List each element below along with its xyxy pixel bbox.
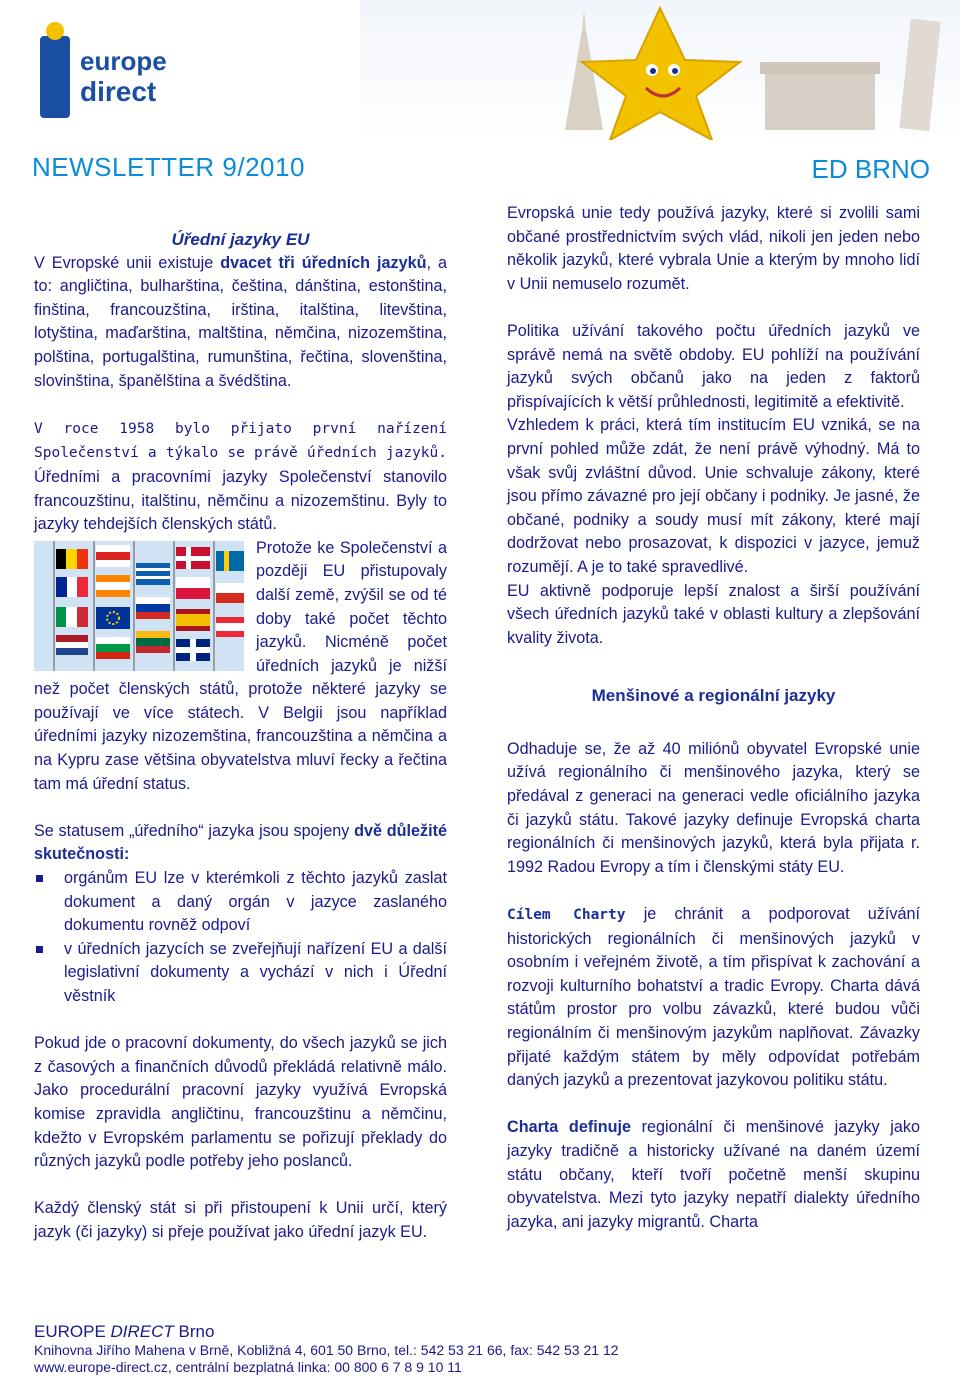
page-header <box>0 0 960 140</box>
ed-brno-title: ED BRNO <box>811 154 930 184</box>
paragraph-history-cont: Protože ke Společenství a později EU přistupovaly další země, zvýšil se od té doby také počet těchto jazyků. Nicméně počet úředních jazyků je nižší než počet členských států, protože některé jazyky se používají ve více státech. V Belgii jsou například úředními jazyky nizozemština, francouzština a němčina a na Kypru zase většina obyvatelstva mluví řecky a řečtina tam má úřední status. <box>34 538 447 793</box>
footer-web-link[interactable]: www.europe-direct.cz, centrální bezplatná linka: 00 800 6 7 8 9 10 11 <box>34 1359 462 1375</box>
eu-flags-image <box>34 541 244 671</box>
list-item: v úředních jazycích se zveřejňují nařízení EU a další legislativní dokumenty a vychází v nich i Úřední věstník <box>34 938 447 1009</box>
european-landmarks-star-illustration <box>360 0 960 140</box>
brandenburg-gate-icon <box>765 70 875 130</box>
paragraph-support: EU aktivně podporuje lepší znalost a širší používání všech úředních jazyků také v oblasti kultury a zlepšování kvality života. <box>507 581 920 647</box>
paragraph-reason: Vzhledem k práci, která tím institucím EU vzniká, se na první pohled může zdát, že není právě výhodný. Má to však svůj zvláštní důvod. Unie schvaluje zákony, které jsou přímo závazné pro její občany i podniky. Je jasné, že občané, podniky a soudy musí mít zákony, které mají dodržovat nebo prosazovat, k dispozici v jazyce, jemuž rozumějí. A je to také spravedlivé. <box>507 416 920 576</box>
paragraph-languages-list: V Evropské unii existuje dvacet tři úředních jazyků, a to: angličtina, bulharština, čeština, dánština, estonština, finština, francouzština, irština, italština, litevština, lotyština, maďarština, maltština, němčina, nizozemština, polština, portugalština, rumunština, řečtina, slovenština, slovinština, španělština a švédština. <box>34 253 447 390</box>
europe-direct-logo <box>40 28 180 118</box>
paragraph-minority-estimate: Odhaduje se, že až 40 miliónů obyvatel Evropské unie užívá regionálního či menšinového jazyka, který se předával z generaci na generaci vedle oficiálního jazyka či jazyků státu. Takové jazyky definuje Evropská charta regionálních či menšinových jazyků, která byla přijata r. 1992 Radou Evropy a tím i členskými státy EU. <box>507 739 920 876</box>
newsletter-title: NEWSLETTER 9/2010 <box>32 152 305 182</box>
section-heading-official-languages: Úřední jazyky EU <box>171 230 310 249</box>
paragraph-member-state-choice: Každý členský stát si při přistoupení k Unii určí, který jazyk (či jazyky) si přeje používat jako úřední jazyk EU. <box>34 1199 447 1241</box>
logo-text-europe: europe <box>80 46 167 76</box>
facts-list <box>34 867 447 1009</box>
paragraph-charter-goal: Cílem Charty je chránit a podporovat užívání historických regionálních či menšinových jazyků v osobním i veřejném životě, a tím přispívat k zachování a rozvoji kulturního bohatství a tradic Evropy. Charta dává státům prostor pro volbu závazků, které budou vůči regionálním či menšinovým jazykům naplňovat. Závazky přijaté každým státem by měly odpovídat potřebám daných jazyků a prezentovat jazykovou politiku státu. <box>507 905 920 1090</box>
paragraph-working-documents: Pokud jde o pracovní dokumenty, do všech jazyků se jich z časových a finančních důvodů překládá relativně málo. Jako procedurální pracovní jazyky využívá Evropská komise zpravidla angličtinu, francouzštinu a němčinu, kdežto v Evropském parlamentu se pořizují překlady do různých jazyků podle potřeby jeho poslanců. <box>34 1034 447 1171</box>
right-column <box>507 202 920 1234</box>
page-footer <box>34 1322 934 1376</box>
section-heading-minority-languages: Menšinové a regionální jazyky <box>591 686 836 706</box>
info-i-icon <box>40 36 70 118</box>
list-item: orgánům EU lze v kterémkoli z těchto jazyků zaslat dokument a daný orgán v jazyce zaslaného dokumentu rovněž odpoví <box>34 867 447 938</box>
paragraph-history: V roce 1958 bylo přijato první nařízení Společenství a týkalo se právě úředních jazyků. Úředními a pracovními jazyky Společenství stanovilo francouzštinu, italštinu, němčinu a nizozemštinu. Byly to jazyky tehdejších členských států. <box>34 420 447 534</box>
left-column <box>34 228 447 1245</box>
paragraph-charter-definition: Charta definuje regionální či menšinové jazyky jako jazyky tradičně a historicky užívané na daném území státu občany, kteří tvoří početně menší skupinu obyvatelstva. Mezi tyto jazyky nepatří dialekty úředního jazyka, ani jazyky migrantů. Charta <box>507 1118 920 1231</box>
paragraph-policy: Politika užívání takového počtu úředních jazyků ve správě nemá na světě obdoby. EU pohlíží na používání jazyků svých občanů jako na jeden z faktorů přispívajících k větší průhlednosti, legitimitě a efektivitě. <box>507 321 920 411</box>
footer-address: Knihovna Jiřího Mahena v Brně, Kobližná 4, 601 50 Brno, tel.: 542 53 21 66, fax: 542 53 21 12 <box>34 1342 619 1358</box>
paragraph-official-status: Se statusem „úředního“ jazyka jsou spojeny dvě důležité skutečnosti: <box>34 821 447 864</box>
logo-text-direct: direct <box>80 76 157 107</box>
paragraph-citizens-choice: Evropská unie tedy používá jazyky, které si zvolili sami občané prostřednictvím svých vlád, nikoli jen jeden nebo několik jazyků, které vybrala Unie a kterým by mnoho lidí v Unii nemuselo rozumět. <box>507 204 920 293</box>
footer-organization: EUROPE DIRECT Brno <box>34 1322 215 1341</box>
